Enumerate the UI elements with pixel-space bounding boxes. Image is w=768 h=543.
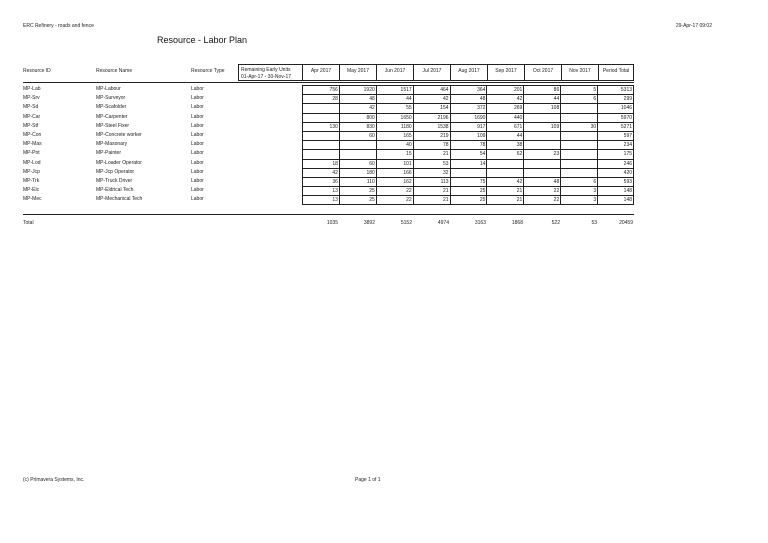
month-value-cell: 21 <box>414 150 451 159</box>
month-value-cell: 25 <box>340 187 377 196</box>
month-value-cell: 78 <box>414 141 451 150</box>
column-header-month: Apr 2017 <box>303 65 340 80</box>
month-value-cell: 162 <box>377 178 414 187</box>
resource-id-cell: MP-Sd <box>23 104 39 111</box>
resource-name-cell: MP-Painter <box>96 150 122 157</box>
month-value-cell: 44 <box>524 95 561 104</box>
month-value-cell: 23 <box>524 150 561 159</box>
month-value-cell: 44 <box>377 95 414 104</box>
table-row <box>303 104 634 113</box>
report-project-name: ERC Refinery - roads and fence <box>23 23 94 29</box>
month-value-cell <box>524 141 561 150</box>
total-label: Total <box>23 220 34 226</box>
month-value-cell: 22 <box>377 187 414 196</box>
resource-type-cell: Labor <box>191 131 204 138</box>
period-total-cell: 5970 <box>598 114 634 123</box>
total-month-value: 522 <box>551 220 560 226</box>
resource-id-column <box>23 85 42 204</box>
resource-name-cell: MP-Scafolder <box>96 104 127 111</box>
month-value-cell <box>303 114 340 123</box>
month-value-cell: 42 <box>487 178 524 187</box>
month-value-cell <box>487 160 524 169</box>
column-header-month: Jul 2017 <box>414 65 451 80</box>
month-value-cell: 75 <box>451 178 488 187</box>
month-value-cell: 201 <box>487 86 524 95</box>
resource-name-cell: MP-Mechanical Tech <box>96 196 143 203</box>
month-value-cell <box>303 104 340 113</box>
month-value-cell <box>561 104 598 113</box>
month-value-cell: 1920 <box>340 86 377 95</box>
period-total-cell: 148 <box>598 196 634 205</box>
month-value-cell: 21 <box>487 187 524 196</box>
table-row <box>303 160 634 169</box>
period-total-cell: 5313 <box>598 86 634 95</box>
month-value-cell: 372 <box>451 104 488 113</box>
total-month-value: 1035 <box>326 220 338 226</box>
month-value-cell: 756 <box>303 86 340 95</box>
month-value-cell <box>561 160 598 169</box>
month-value-cell: 464 <box>414 86 451 95</box>
month-value-cell: 55 <box>377 104 414 113</box>
resource-name-cell: MP-Steel Fixer <box>96 122 130 129</box>
resource-name-cell: MP-Masonary <box>96 141 128 148</box>
month-value-cell: 440 <box>487 114 524 123</box>
resource-id-cell: MP-Stf <box>23 122 39 129</box>
month-value-cell: 42 <box>340 104 377 113</box>
resource-id-cell: MP-Jcp <box>23 168 40 175</box>
resource-type-cell: Labor <box>191 150 204 157</box>
period-total-cell: 420 <box>598 169 634 178</box>
month-value-cell: 54 <box>451 150 488 159</box>
resource-type-cell: Labor <box>191 177 204 184</box>
resource-id-cell: MP-Srv <box>23 95 40 102</box>
total-month-value: 1868 <box>511 220 523 226</box>
resource-type-cell: Labor <box>191 141 204 148</box>
month-value-cell: 1517 <box>377 86 414 95</box>
column-header-month: Aug 2017 <box>451 65 488 80</box>
month-value-cell <box>561 141 598 150</box>
month-value-cell: 1650 <box>377 114 414 123</box>
period-total-cell: 593 <box>598 178 634 187</box>
resource-type-cell: Labor <box>191 122 204 129</box>
column-header-month: Oct 2017 <box>525 65 562 80</box>
column-header-month: Nov 2017 <box>562 65 599 80</box>
month-value-cell: 78 <box>451 141 488 150</box>
month-value-cell: 22 <box>377 196 414 205</box>
month-value-cell: 113 <box>414 178 451 187</box>
month-value-cell: 48 <box>451 95 488 104</box>
month-value-cell: 130 <box>303 123 340 132</box>
period-total-cell: 246 <box>598 160 634 169</box>
period-total-cell: 234 <box>598 141 634 150</box>
month-value-cell <box>561 132 598 141</box>
table-row <box>303 123 634 132</box>
month-value-cell: 6 <box>561 178 598 187</box>
month-value-cell: 48 <box>340 95 377 104</box>
period-total-cell: 175 <box>598 150 634 159</box>
month-value-cell: 13 <box>303 187 340 196</box>
resource-type-cell: Labor <box>191 159 204 166</box>
month-value-cell: 166 <box>377 169 414 178</box>
table-row <box>303 86 634 95</box>
resource-type-cell: Labor <box>191 86 204 92</box>
month-value-cell: 13 <box>303 196 340 205</box>
month-value-cell: 917 <box>451 123 488 132</box>
remaining-units-range: 01-Apr-17 - 30-Nov-17 <box>241 74 292 80</box>
resource-name-cell: MP-Truck Driver <box>96 177 133 184</box>
month-value-cell <box>524 132 561 141</box>
total-divider <box>23 214 634 215</box>
month-value-cell: 60 <box>340 132 377 141</box>
month-value-cell: 109 <box>524 123 561 132</box>
column-header-remaining-units <box>239 65 303 80</box>
month-value-cell: 30 <box>561 123 598 132</box>
column-header-month: Sep 2017 <box>488 65 525 80</box>
column-header-resource-type: Resource Type <box>191 68 225 74</box>
column-header-month: Jun 2017 <box>377 65 414 80</box>
month-value-cell: 32 <box>414 169 451 178</box>
resource-id-cell: MP-Mec <box>23 196 42 203</box>
month-value-cell: 42 <box>414 95 451 104</box>
resource-type-cell: Labor <box>191 95 204 102</box>
month-value-cell: 36 <box>303 178 340 187</box>
table-row <box>303 178 634 187</box>
month-value-cell: 830 <box>340 123 377 132</box>
month-value-cell <box>303 132 340 141</box>
month-value-cell: 219 <box>414 132 451 141</box>
time-bucket-header <box>238 64 634 81</box>
resource-type-cell: Labor <box>191 196 204 203</box>
month-value-cell: 62 <box>487 150 524 159</box>
resource-type-cell: Labor <box>191 104 204 111</box>
period-total-cell: 5271 <box>598 123 634 132</box>
remaining-units-label: Remaining Early Units <box>241 67 291 73</box>
month-value-cell: 364 <box>451 86 488 95</box>
resource-name-cell: MP-Eldrical Tech. <box>96 187 135 194</box>
footer-page-number: Page 1 of 1 <box>355 477 381 483</box>
resource-id-cell: MP-Lod <box>23 159 41 166</box>
resource-name-cell: MP-Jcp Operator <box>96 168 135 175</box>
month-value-cell: 60 <box>340 160 377 169</box>
month-value-cell: 3 <box>561 196 598 205</box>
total-month-value: 3163 <box>474 220 486 226</box>
resource-type-cell: Labor <box>191 187 204 194</box>
month-value-cell: 800 <box>340 114 377 123</box>
column-header-resource-id: Resource ID <box>23 68 51 74</box>
month-value-cell: 269 <box>487 104 524 113</box>
table-row <box>303 141 634 150</box>
period-total-cell: 148 <box>598 187 634 196</box>
month-value-cell <box>303 141 340 150</box>
month-value-cell: 101 <box>377 160 414 169</box>
resource-id-cell: MP-Con <box>23 131 42 138</box>
month-value-cell: 109 <box>451 132 488 141</box>
month-value-cell <box>561 114 598 123</box>
total-month-value: 53 <box>591 220 597 226</box>
header-divider <box>23 82 634 83</box>
month-value-cell: 40 <box>377 141 414 150</box>
resource-name-column <box>96 85 142 204</box>
month-value-cell: 1538 <box>414 123 451 132</box>
table-row <box>303 132 634 141</box>
month-value-cell <box>303 150 340 159</box>
resource-type-cell: Labor <box>191 168 204 175</box>
month-value-cell: 48 <box>524 178 561 187</box>
month-value-cell: 671 <box>487 123 524 132</box>
resource-name-cell: MP-Carpenter <box>96 113 128 120</box>
grand-total-value: 20459 <box>619 220 633 226</box>
resource-id-cell: MP-Lab <box>23 86 41 92</box>
month-value-cell: 42 <box>303 169 340 178</box>
resource-id-cell: MP-Car <box>23 113 41 120</box>
month-value-cell: 18 <box>303 160 340 169</box>
table-row <box>303 114 634 123</box>
footer-copyright: (c) Primavera Systems, Inc. <box>23 477 85 483</box>
labor-values-grid <box>302 85 634 205</box>
month-value-cell <box>524 160 561 169</box>
month-value-cell: 6 <box>561 95 598 104</box>
resource-id-cell: MP-Trk <box>23 177 40 184</box>
period-total-cell: 1046 <box>598 104 634 113</box>
month-value-cell: 44 <box>487 132 524 141</box>
total-month-value: 4974 <box>437 220 449 226</box>
month-value-cell: 25 <box>451 196 488 205</box>
month-value-cell: 28 <box>303 95 340 104</box>
month-value-cell: 1180 <box>377 123 414 132</box>
resource-id-cell: MP-Pnt <box>23 150 40 157</box>
period-total-cell: 597 <box>598 132 634 141</box>
month-value-cell: 110 <box>340 178 377 187</box>
month-value-cell: 180 <box>340 169 377 178</box>
month-value-cell: 22 <box>524 187 561 196</box>
resource-name-cell: MP-Loader Operator <box>96 159 142 166</box>
month-value-cell <box>340 141 377 150</box>
month-value-cell: 3 <box>561 187 598 196</box>
report-title: Resource - Labor Plan <box>157 35 248 45</box>
month-value-cell: 21 <box>487 196 524 205</box>
table-row <box>303 150 634 159</box>
month-value-cell: 1690 <box>451 114 488 123</box>
month-value-cell: 21 <box>414 196 451 205</box>
month-value-cell: 25 <box>451 187 488 196</box>
resource-name-cell: MP-Surveyor <box>96 95 126 102</box>
resource-type-column <box>191 85 204 204</box>
month-value-cell: 21 <box>414 187 451 196</box>
column-header-resource-name: Resource Name <box>96 68 133 74</box>
month-value-cell: 165 <box>377 132 414 141</box>
month-value-cell: 14 <box>451 160 488 169</box>
month-value-cell <box>487 169 524 178</box>
month-value-cell <box>524 114 561 123</box>
month-value-cell <box>561 150 598 159</box>
report-date: 29-Apr-17 09:02 <box>675 23 712 29</box>
month-value-cell: 53 <box>414 160 451 169</box>
month-value-cell: 25 <box>340 196 377 205</box>
month-value-cell: 22 <box>524 196 561 205</box>
month-value-cell: 15 <box>377 150 414 159</box>
month-value-cell <box>451 169 488 178</box>
table-row <box>303 187 634 196</box>
column-header-month: May 2017 <box>340 65 377 80</box>
month-value-cell: 2196 <box>414 114 451 123</box>
total-month-value: 5152 <box>400 220 412 226</box>
month-value-cell <box>561 169 598 178</box>
month-value-cell: 86 <box>524 86 561 95</box>
table-row <box>303 169 634 178</box>
month-value-cell: 5 <box>561 86 598 95</box>
resource-id-cell: MP-Elc <box>23 187 40 194</box>
table-row <box>303 95 634 104</box>
resource-name-cell: MP-Labour <box>96 86 121 92</box>
table-row <box>303 196 634 205</box>
total-month-value: 3892 <box>363 220 375 226</box>
month-value-cell: 154 <box>414 104 451 113</box>
resource-name-cell: MP-Concrete worker <box>96 131 142 138</box>
month-value-cell: 38 <box>487 141 524 150</box>
month-value-cell <box>524 169 561 178</box>
period-total-cell: 299 <box>598 95 634 104</box>
resource-type-cell: Labor <box>191 113 204 120</box>
resource-id-cell: MP-Mas <box>23 141 42 148</box>
month-value-cell <box>340 150 377 159</box>
month-value-cell: 42 <box>487 95 524 104</box>
column-header-period-total: Period Total <box>602 68 630 74</box>
month-value-cell: 108 <box>524 104 561 113</box>
